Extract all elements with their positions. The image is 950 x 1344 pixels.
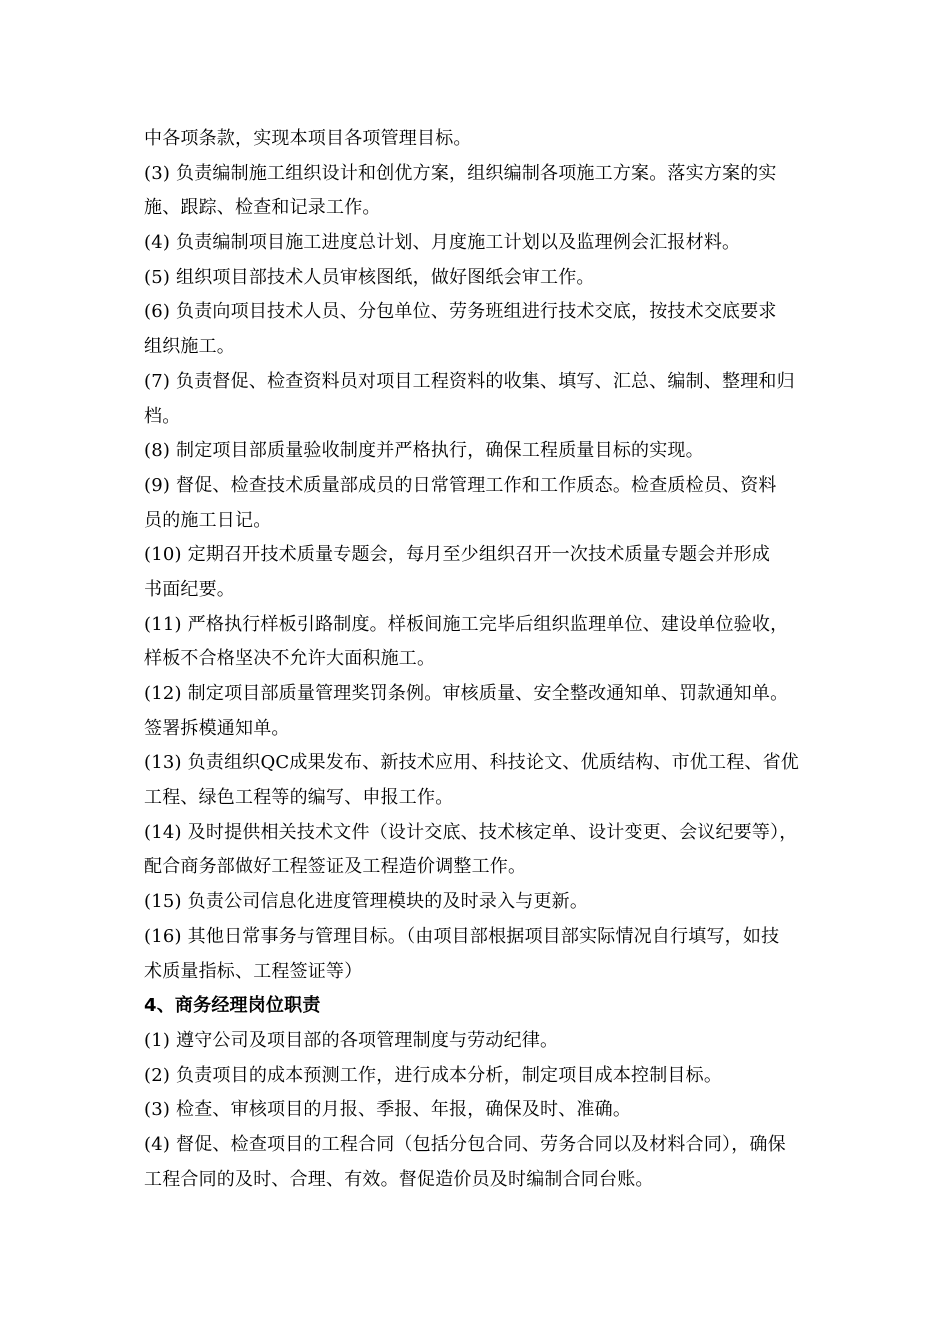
text-line: 术质量指标、工程签证等） [144, 960, 363, 982]
text-line: (3) 负责编制施工组织设计和创优方案，组织编制各项施工方案。落实方案的实 [144, 162, 777, 184]
text-line: (11) 严格执行样板引路制度。样板间施工完毕后组织监理单位、建设单位验收， [144, 613, 789, 635]
text-line: (10) 定期召开技术质量专题会，每月至少组织召开一次技术质量专题会并形成 [144, 544, 771, 566]
text-line: (15) 负责公司信息化进度管理模块的及时录入与更新。 [144, 891, 589, 913]
text-line: 员的施工日记。 [144, 509, 272, 531]
document-page [144, 122, 812, 1197]
text-line: (6) 负责向项目技术人员、分包单位、劳务班组进行技术交底，按技术交底要求 [144, 301, 777, 323]
text-line: 档。 [144, 405, 181, 427]
text-line: 配合商务部做好工程签证及工程造价调整工作。 [144, 856, 527, 878]
text-line: 样板不合格坚决不允许大面积施工。 [144, 648, 436, 670]
text-line: (14) 及时提供相关技术文件（设计交底、技术核定单、设计变更、会议纪要等）， [144, 821, 798, 843]
text-line: 签署拆模通知单。 [144, 717, 290, 739]
text-line: (7) 负责督促、检查资料员对项目工程资料的收集、填写、汇总、编制、整理和归 [144, 370, 795, 392]
text-line: (16) 其他日常事务与管理目标。（由项目部根据项目部实际情况自行填写，如技 [144, 925, 780, 947]
text-line: 书面纪要。 [144, 578, 235, 600]
text-line: 施、跟踪、检查和记录工作。 [144, 197, 381, 219]
text-line: (1) 遵守公司及项目部的各项管理制度与劳动纪律。 [144, 1029, 559, 1051]
text-line: (9) 督促、检查技术质量部成员的日常管理工作和工作质态。检查质检员、资料 [144, 474, 777, 496]
text-line: (5) 组织项目部技术人员审核图纸，做好图纸会审工作。 [144, 266, 595, 288]
text-line: (8) 制定项目部质量验收制度并严格执行，确保工程质量目标的实现。 [144, 440, 704, 462]
text-line: (4) 督促、检查项目的工程合同（包括分包合同、劳务合同以及材料合同），确保 [144, 1133, 786, 1155]
text-line: (13) 负责组织QC成果发布、新技术应用、科技论文、优质结构、市优工程、省优 [144, 752, 799, 774]
text-line: 工程合同的及时、合理、有效。督促造价员及时编制合同台账。 [144, 1168, 654, 1190]
text-line: 组织施工。 [144, 336, 235, 358]
text-line: (2) 负责项目的成本预测工作，进行成本分析，制定项目成本控制目标。 [144, 1064, 723, 1086]
text-line: 中各项条款，实现本项目各项管理目标。 [144, 128, 472, 149]
text-line: (12) 制定项目部质量管理奖罚条例。审核质量、安全整改通知单、罚款通知单。 [144, 683, 789, 704]
text-line: 工程、绿色工程等的编写、申报工作。 [144, 787, 454, 809]
text-line: (4) 负责编制项目施工进度总计划、月度施工计划以及监理例会汇报材料。 [144, 232, 741, 254]
text-line: (3) 检查、审核项目的月报、季报、年报，确保及时、准确。 [144, 1099, 632, 1121]
section-heading: 4、商务经理岗位职责 [144, 995, 321, 1017]
